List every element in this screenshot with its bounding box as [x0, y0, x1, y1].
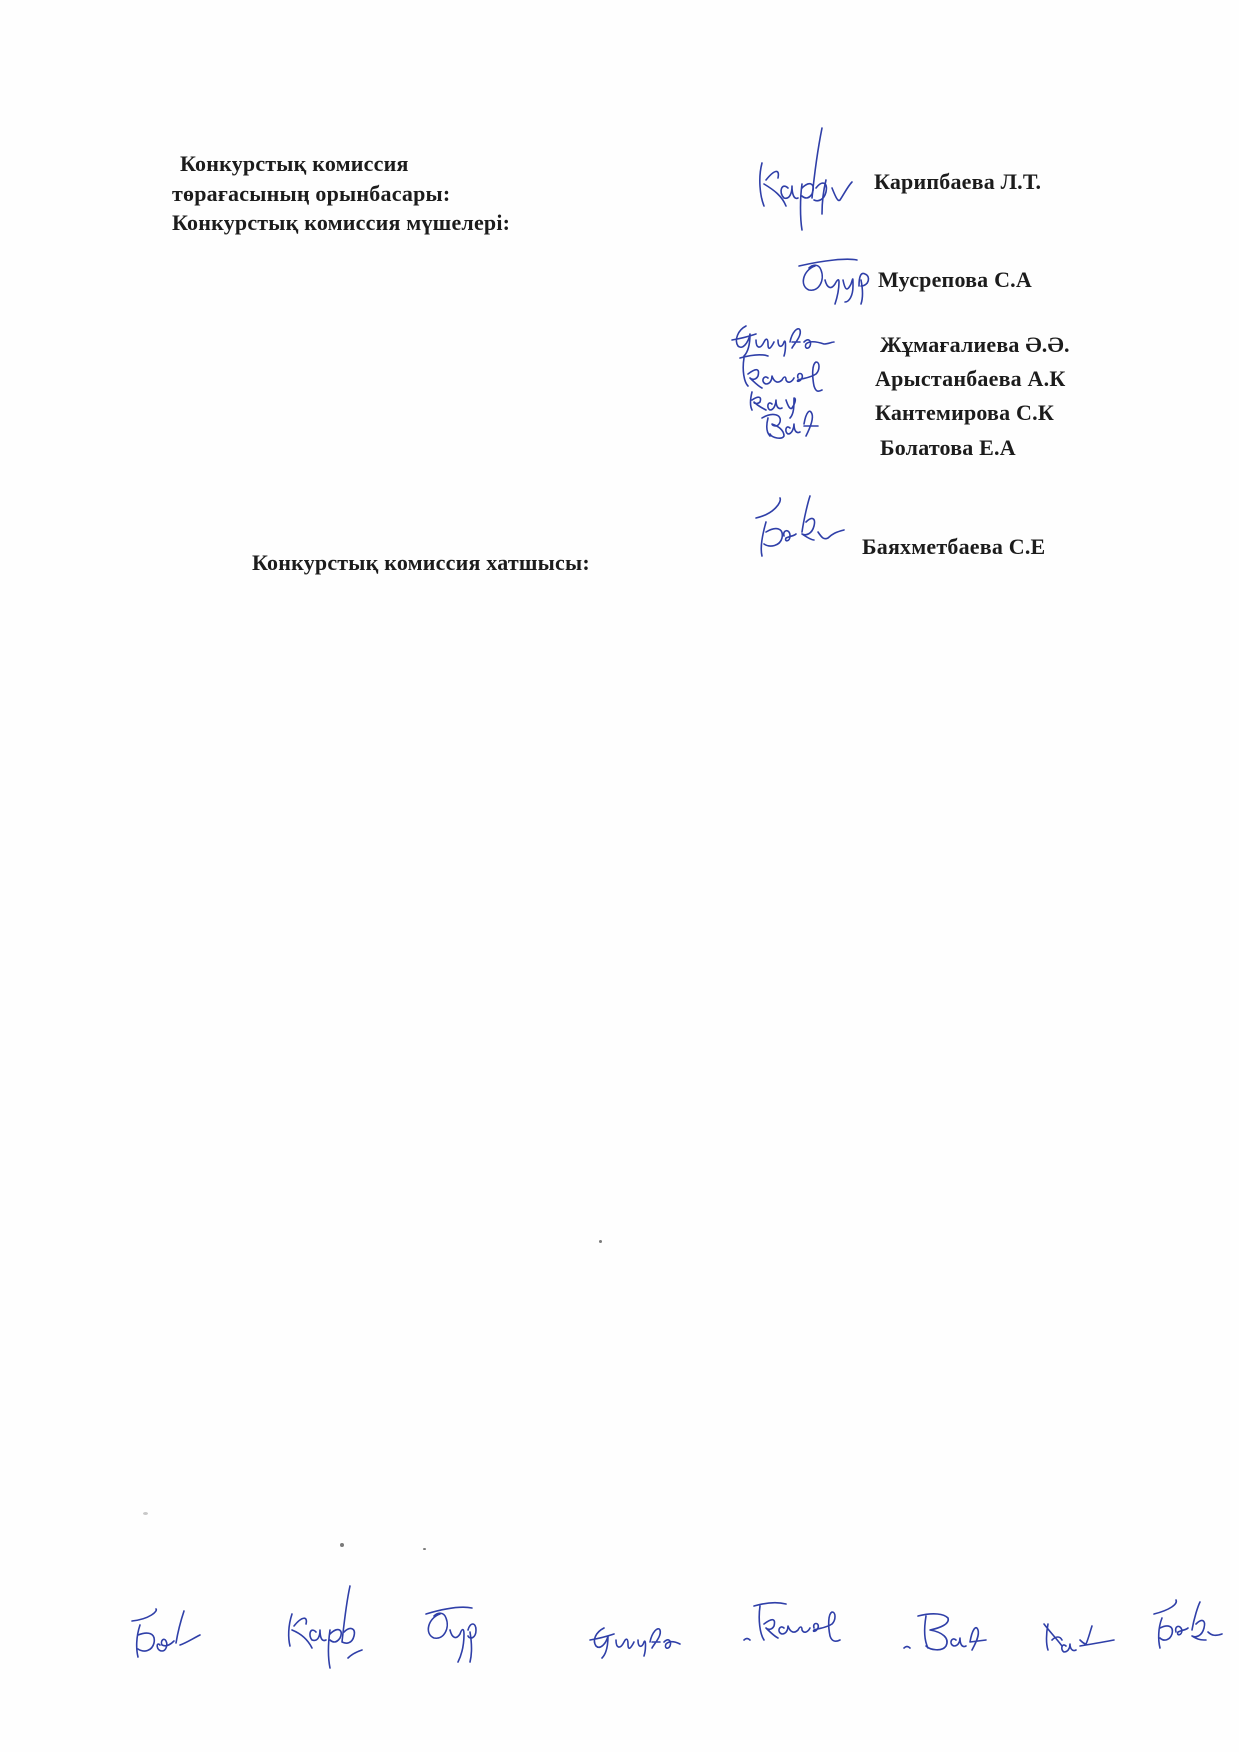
scan-speck [143, 1512, 148, 1515]
footer-signature [282, 1580, 382, 1670]
signature-arystanbaeva-kantemirova-bolatova [738, 352, 848, 442]
secretary-name: Баяхметбаева С.Е [862, 534, 1046, 559]
member-name: Болатова Е.А [880, 435, 1016, 460]
footer-signature [130, 1605, 230, 1665]
footer-signature [1040, 1612, 1130, 1662]
member-name: Жұмағалиева Ә.Ә. [880, 332, 1070, 357]
deputy-chair-name: Карипбаева Л.Т. [874, 169, 1042, 194]
footer-signature [1150, 1598, 1230, 1658]
member-name: Арыстанбаева А.К [875, 366, 1066, 391]
deputy-chair-label-line1: Конкурстық комиссия [180, 151, 409, 176]
signature-bayakhmetbaeva [752, 492, 852, 562]
scan-speck [340, 1543, 344, 1547]
secretary-label: Конкурстық комиссия хатшысы: [252, 550, 590, 575]
scan-speck [423, 1548, 426, 1550]
footer-signature [740, 1600, 860, 1660]
scan-speck [599, 1240, 602, 1243]
signature-musrepova [795, 256, 885, 306]
footer-signature [422, 1600, 502, 1670]
members-label: Конкурстық комиссия мүшелері: [172, 210, 511, 235]
member-name: Мусрепова С.А [878, 267, 1032, 292]
signature-karipbaeva [752, 118, 862, 238]
deputy-chair-label-line2: төрағасының орынбасары: [172, 181, 451, 206]
member-name: Кантемирова С.К [875, 400, 1054, 425]
footer-signature [900, 1610, 1020, 1660]
footer-signature [588, 1622, 688, 1662]
